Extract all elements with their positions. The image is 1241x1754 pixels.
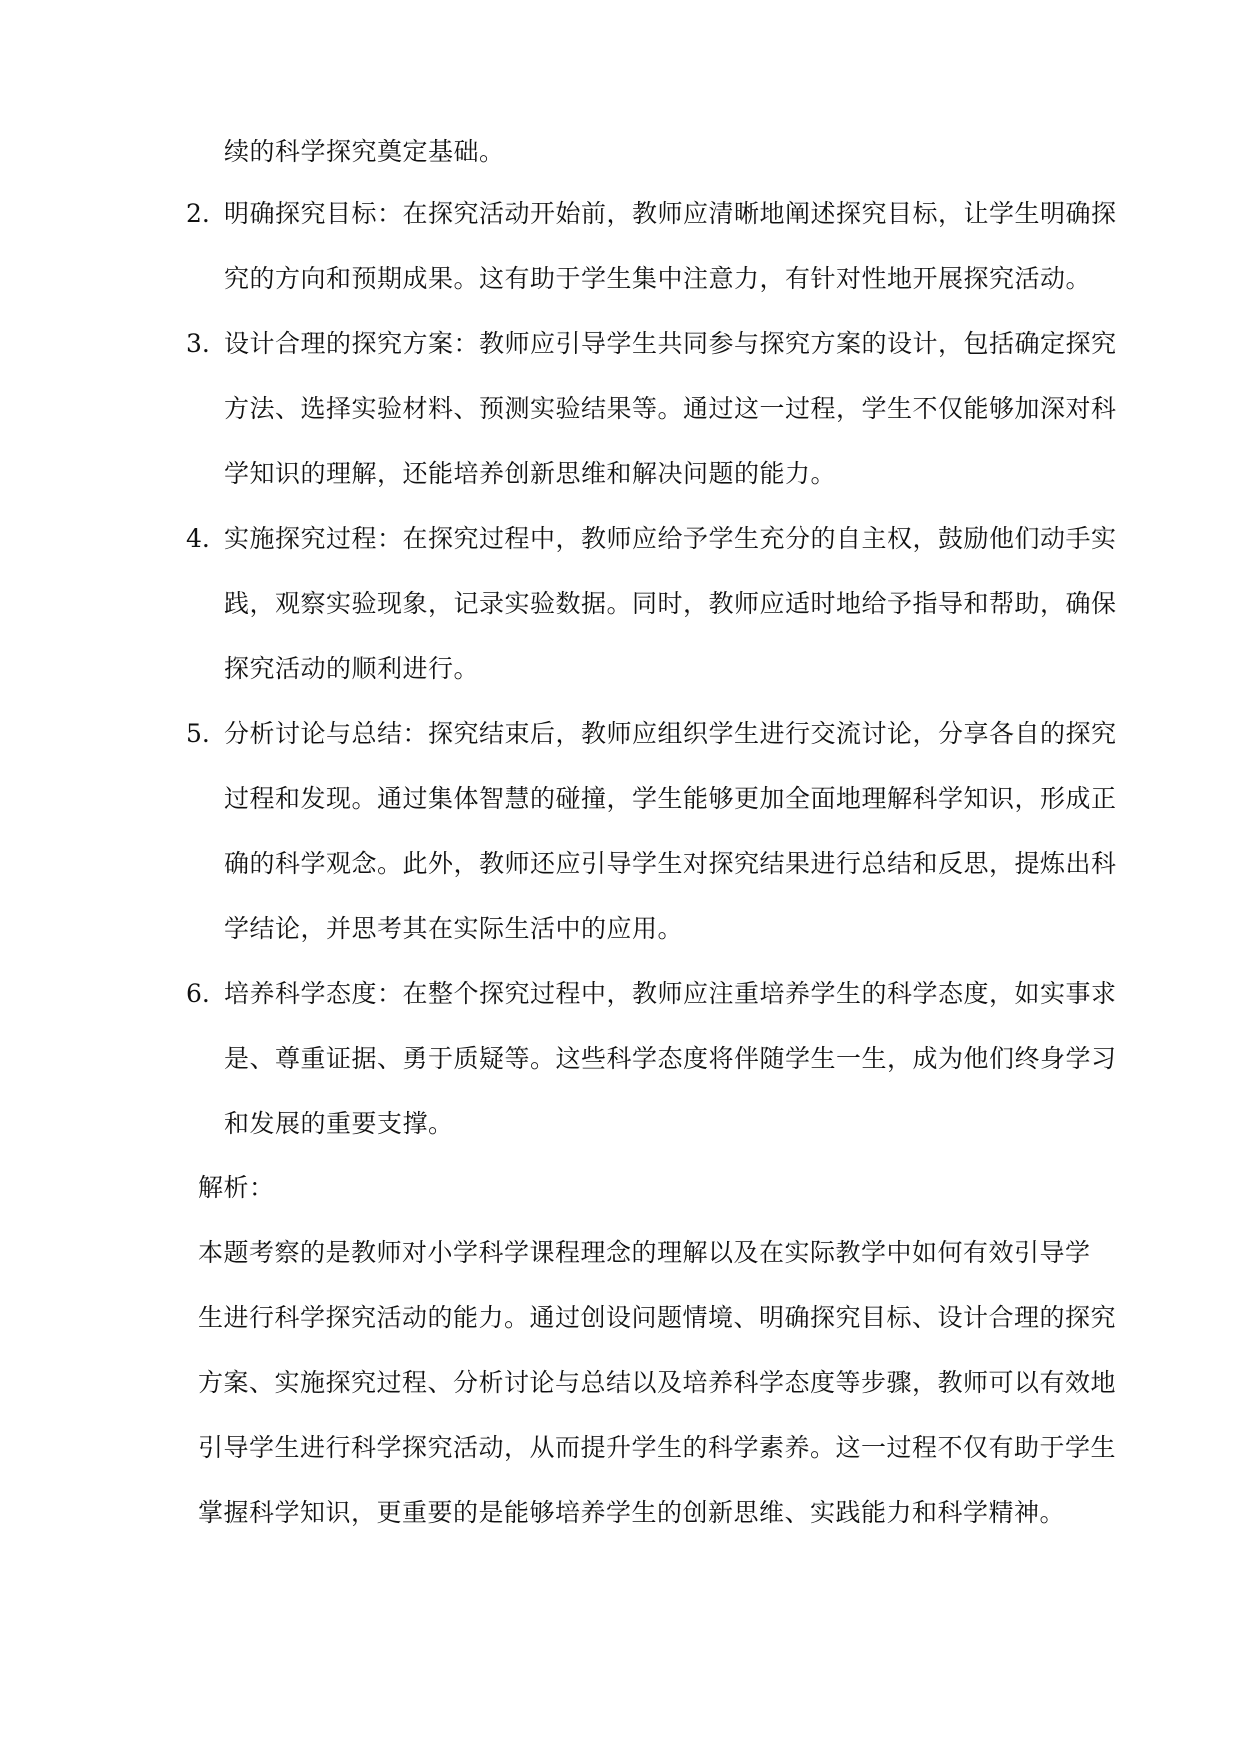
list-item-line: 确的科学观念。此外，教师还应引导学生对探究结果进行总结和反思，提炼出科 [224, 849, 1117, 878]
list-item-line: 培养科学态度：在整个探究过程中，教师应注重培养学生的科学态度，如实事求 [224, 979, 1117, 1008]
analysis-line: 方案、实施探究过程、分析讨论与总结以及培养科学态度等步骤，教师可以有效地 [198, 1368, 1117, 1397]
continuation-line: 续的科学探究奠定基础。 [224, 137, 505, 166]
analysis-line: 本题考察的是教师对小学科学课程理念的理解以及在实际教学中如何有效引导学 [198, 1238, 1091, 1267]
list-item-number: 2. [186, 199, 210, 228]
list-item-line: 学结论，并思考其在实际生活中的应用。 [224, 914, 684, 943]
list-item-line: 是、尊重证据、勇于质疑等。这些科学态度将伴随学生一生，成为他们终身学习 [224, 1044, 1117, 1073]
list-item-line: 明确探究目标：在探究活动开始前，教师应清晰地阐述探究目标，让学生明确探 [224, 199, 1117, 228]
list-item-number: 5. [186, 719, 210, 748]
list-item-line: 学知识的理解，还能培养创新思维和解决问题的能力。 [224, 459, 837, 488]
list-item-number: 4. [186, 524, 210, 553]
list-item-line: 究的方向和预期成果。这有助于学生集中注意力，有针对性地开展探究活动。 [224, 264, 1092, 293]
list-item-line: 过程和发现。通过集体智慧的碰撞，学生能够更加全面地理解科学知识，形成正 [224, 784, 1117, 813]
analysis-line: 掌握科学知识，更重要的是能够培养学生的创新思维、实践能力和科学精神。 [198, 1498, 1066, 1527]
list-item-line: 分析讨论与总结：探究结束后，教师应组织学生进行交流讨论，分享各自的探究 [224, 719, 1117, 748]
list-item-line: 方法、选择实验材料、预测实验结果等。通过这一过程，学生不仅能够加深对科 [224, 394, 1117, 423]
list-item-line: 践，观察实验现象，记录实验数据。同时，教师应适时地给予指导和帮助，确保 [224, 589, 1117, 618]
list-item-line: 实施探究过程：在探究过程中，教师应给予学生充分的自主权，鼓励他们动手实 [224, 524, 1117, 553]
list-item-line: 和发展的重要支撑。 [224, 1109, 454, 1138]
list-item-line: 设计合理的探究方案：教师应引导学生共同参与探究方案的设计，包括确定探究 [224, 329, 1117, 358]
analysis-heading: 解析： [198, 1173, 275, 1202]
analysis-line: 引导学生进行科学探究活动，从而提升学生的科学素养。这一过程不仅有助于学生 [198, 1433, 1117, 1462]
list-item-number: 3. [186, 329, 210, 358]
list-item-number: 6. [186, 979, 210, 1008]
list-item-line: 探究活动的顺利进行。 [224, 654, 480, 683]
analysis-line: 生进行科学探究活动的能力。通过创设问题情境、明确探究目标、设计合理的探究 [198, 1303, 1117, 1332]
